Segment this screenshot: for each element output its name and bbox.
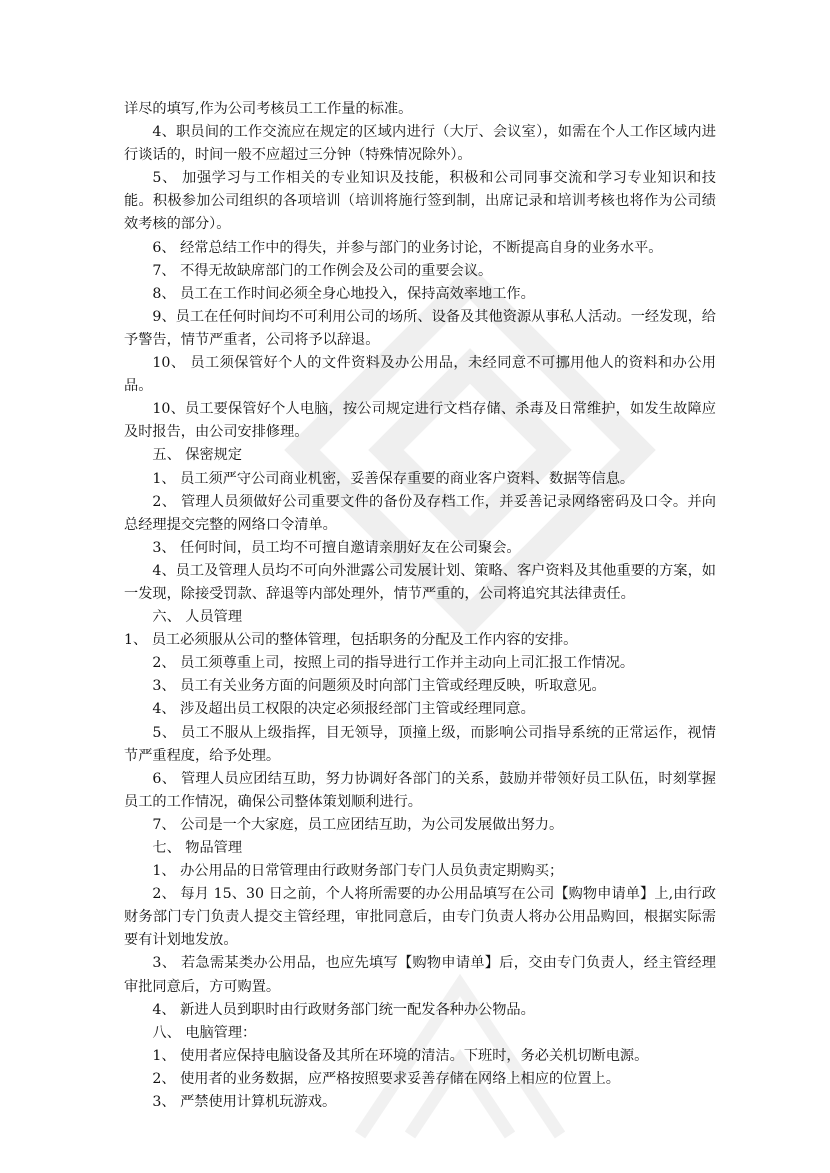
- paragraph-8: 10、 员工须保管好个人的文件资料及办公用品，未经同意不可挪用他人的资料和办公用品。: [124, 355, 716, 395]
- paragraph-11: 1、 员工须严守公司商业机密，妥善保存重要的商业客户资料、数据等信息。: [152, 470, 635, 487]
- paragraph-3: 5、 加强学习与工作相关的专业知识及技能，积极和公司同事交流和学习专业知识和技能。积极参加公司组织的各项培训（培训将施行签到制，出席记录和培训考核也将作为公司绩效考核的部分）。: [124, 170, 716, 233]
- paragraph-14: 4、员工及管理人员均不可向外泄露公司发展计划、策略、客户资料及其他重要的方案，如一发现，除接受罚款、辞退等内部处理外，情节严重的，公司将追究其法律责任。: [124, 562, 716, 602]
- section-heading-confidentiality: 五、 保密规定: [152, 447, 243, 464]
- paragraph-17: 2、 员工须尊重上司，按照上司的指导进行工作并主动向上司汇报工作情况。: [152, 655, 635, 672]
- paragraph-18: 3、 员工有关业务方面的问题须及时向部门主管或经理反映，听取意见。: [152, 678, 606, 695]
- document-body: [124, 98, 716, 1114]
- paragraph-9: 10、员工要保管好个人电脑，按公司规定进行文档存储、杀毒及日常维护，如发生故障应及时报告，由公司安排修理。: [124, 401, 716, 441]
- paragraph-12: 2、 管理人员须做好公司重要文件的备份及存档工作，并妥善记录网络密码及口令。并向总经理提交完整的网络口令清单。: [124, 493, 716, 533]
- paragraph-30: 2、 使用者的业务数据，应严格按照要求妥善存储在网络上相应的位置上。: [152, 1070, 620, 1087]
- paragraph-13: 3、 任何时间，员工均不可擅自邀请亲朋好友在公司聚会。: [152, 539, 521, 556]
- paragraph-1: 详尽的填写,作为公司考核员工工作量的标准。: [124, 101, 413, 117]
- section-heading-computer: 八、 电脑管理：: [152, 1024, 257, 1041]
- paragraph-7: 9、员工在任何时间均不可利用公司的场所、设备及其他资源从事私人活动。一经发现，给予警告，情节严重者，公司将予以辞退。: [124, 308, 716, 348]
- paragraph-6: 8、 员工在工作时间必须全身心地投入，保持高效率地工作。: [152, 285, 535, 302]
- paragraph-29: 1、 使用者应保持电脑设备及其所在环境的清洁。下班时，务必关机切断电源。: [152, 1047, 649, 1064]
- paragraph-5: 7、 不得无故缺席部门的工作例会及公司的重要会议。: [152, 262, 493, 279]
- paragraph-27: 4、 新进人员到职时由行政财务部门统一配发各种办公物品。: [152, 1001, 535, 1018]
- paragraph-25: 2、 每月 15、30 日之前，个人将所需要的办公用品填写在公司【购物申请单】上,由行政财务部门专门负责人提交主管经理，审批同意后，由专门负责人将办公用品购回，根据实际需要有计划地发放。: [124, 886, 716, 949]
- paragraph-26: 3、 若急需某类办公用品，也应先填写【购物申请单】后，交由专门负责人，经主管经理审批同意后，方可购置。: [124, 955, 716, 995]
- paragraph-16: 1、 员工必须服从公司的整体管理，包括职务的分配及工作内容的安排。: [124, 632, 578, 649]
- section-heading-supplies: 七、 物品管理: [152, 840, 243, 856]
- paragraph-31: 3、 严禁使用计算机玩游戏。: [152, 1094, 337, 1111]
- paragraph-22: 7、 公司是一个大家庭，员工应团结互助，为公司发展做出努力。: [152, 816, 564, 833]
- paragraph-20: 5、 员工不服从上级指挥，目无领导，顶撞上级，而影响公司指导系统的正常运作，视情节严重程度，给予处理。: [124, 724, 716, 764]
- paragraph-2: 4、职员间的工作交流应在规定的区域内进行（大厅、会议室），如需在个人工作区域内进行谈话的，时间一般不应超过三分钟（特殊情况除外）。: [124, 124, 716, 164]
- section-heading-personnel: 六、 人员管理: [152, 609, 243, 626]
- paragraph-19: 4、 涉及超出员工权限的决定必须报经部门主管或经理同意。: [152, 701, 535, 718]
- paragraph-4: 6、 经常总结工作中的得失，并参与部门的业务讨论，不断提高自身的业务水平。: [152, 239, 663, 256]
- paragraph-24: 1、 办公用品的日常管理由行政财务部门专门人员负责定期购买；: [152, 863, 564, 880]
- paragraph-21: 6、 管理人员应团结互助，努力协调好各部门的关系，鼓励并带领好员工队伍，时刻掌握员工的工作情况，确保公司整体策划顺利进行。: [124, 770, 716, 810]
